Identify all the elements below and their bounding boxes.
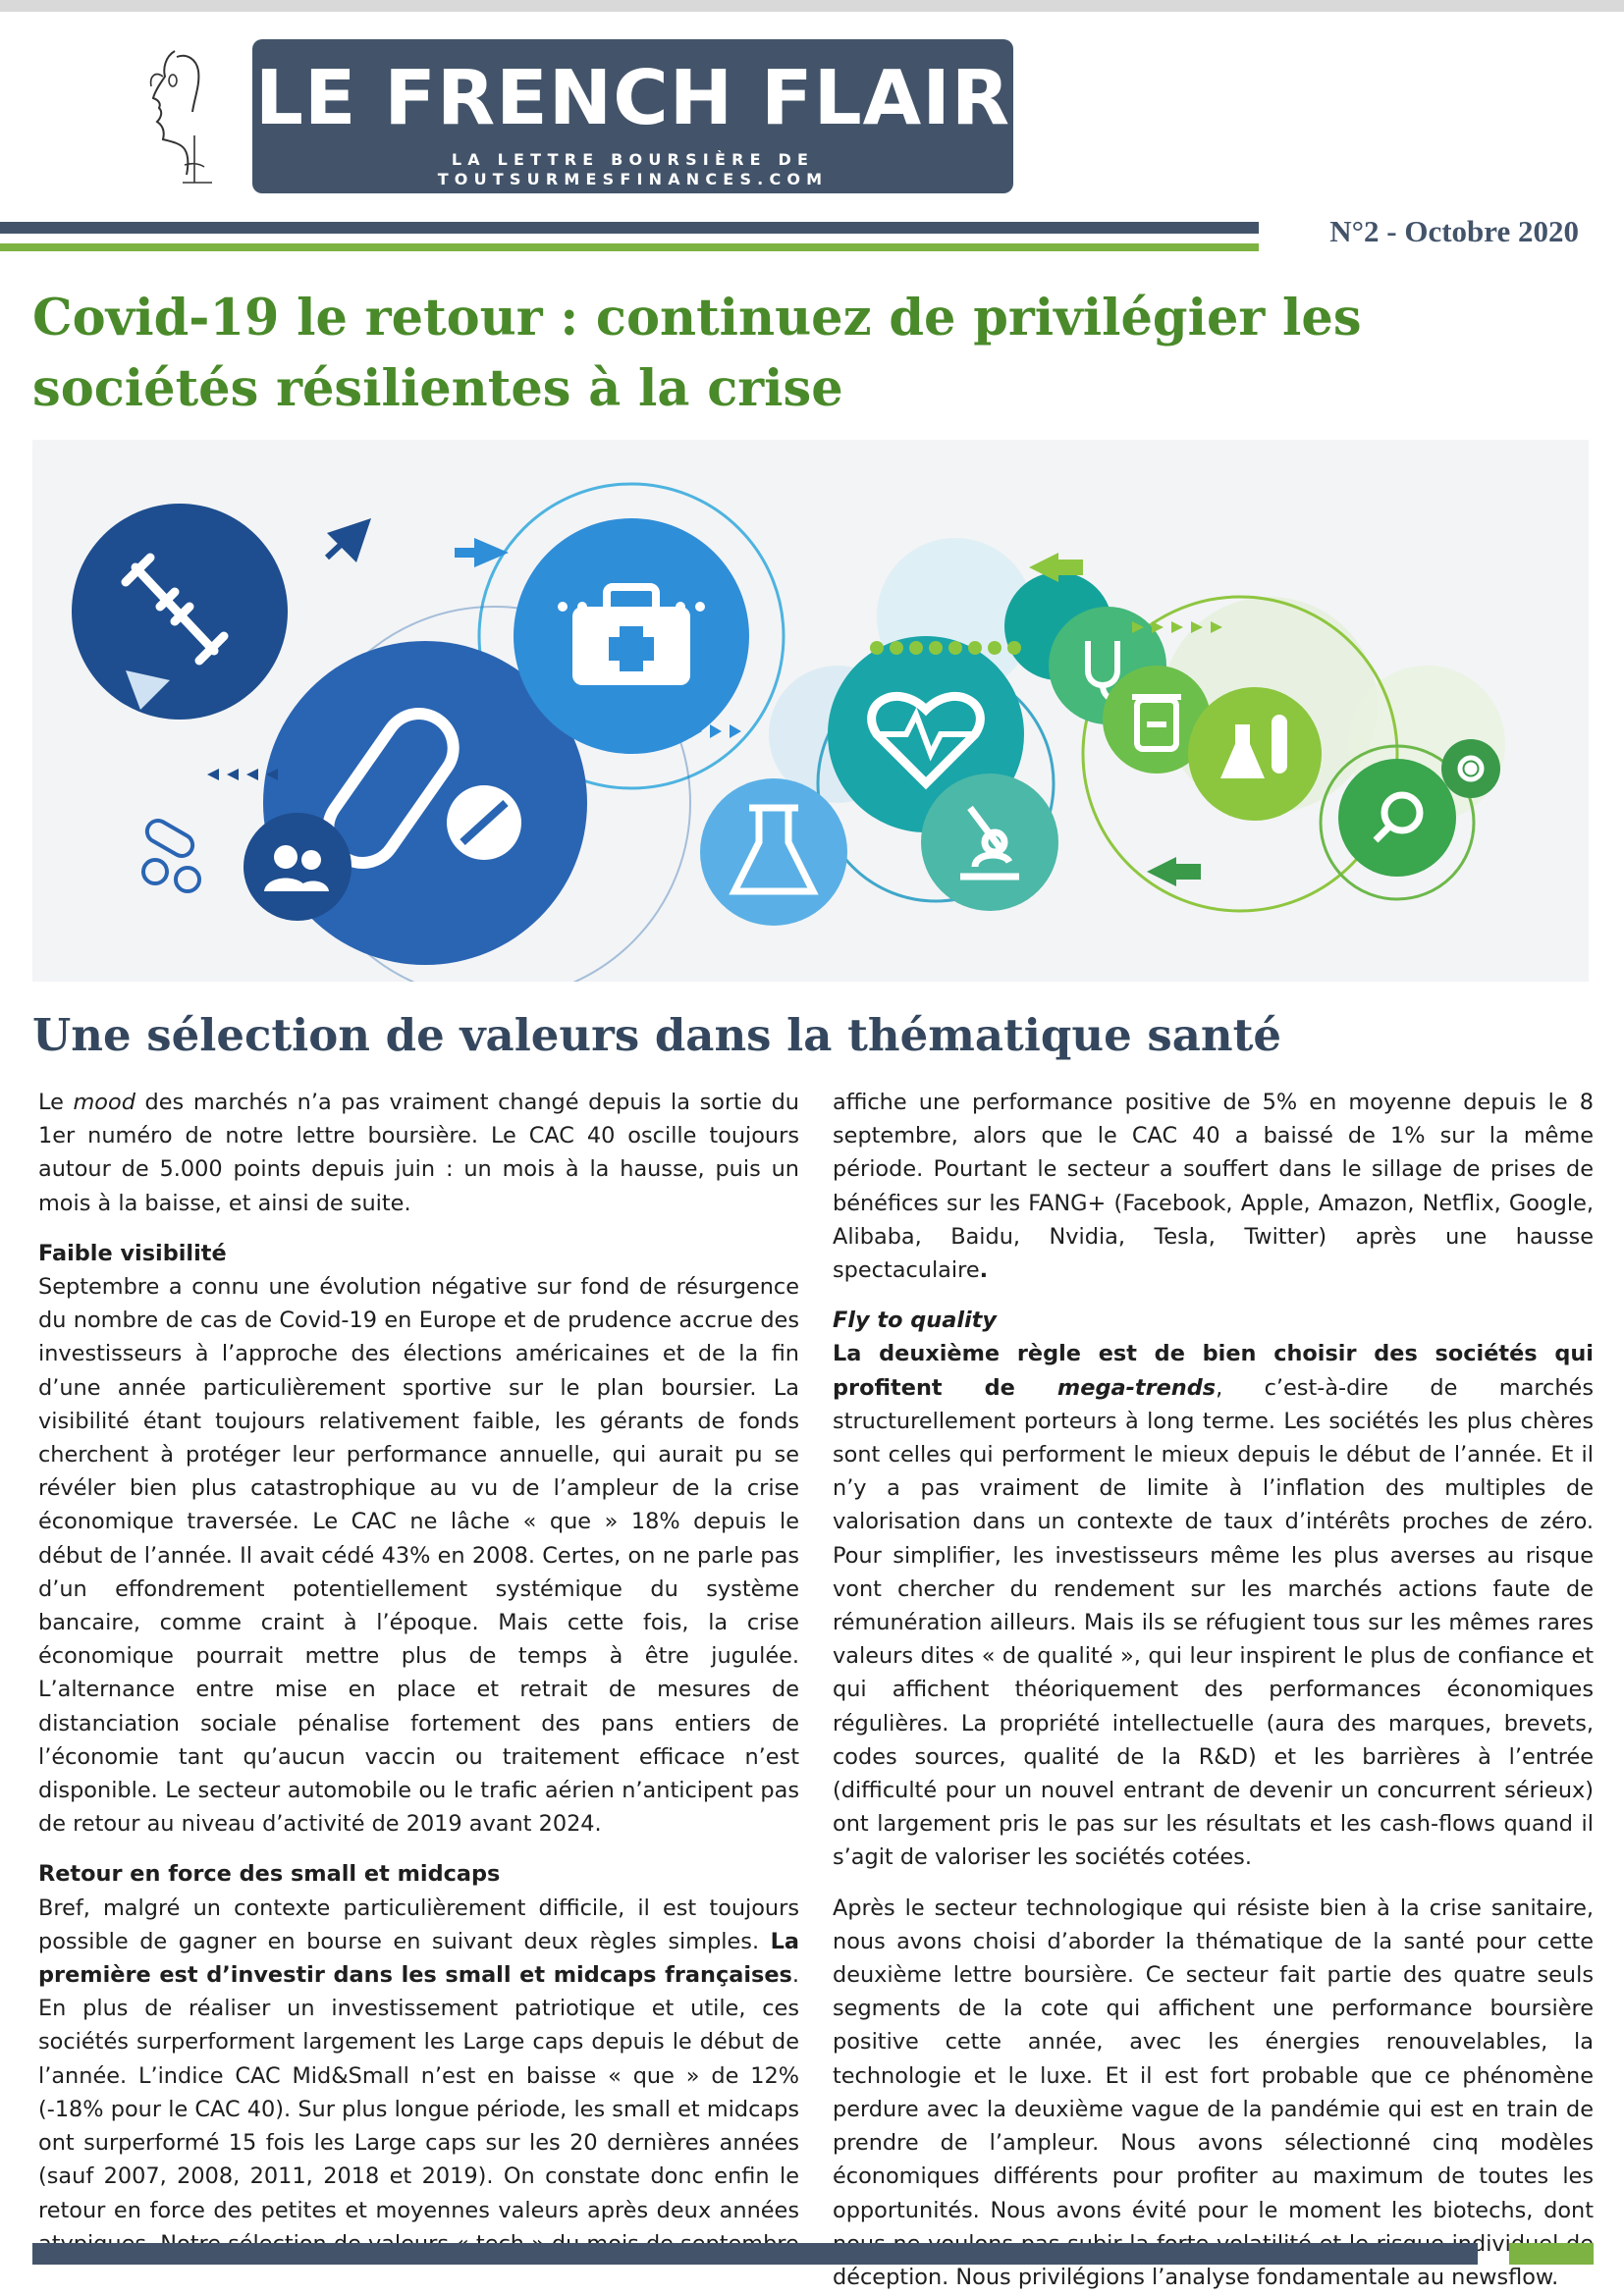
text-run: affiche une performance positive de 5% en moyenne depuis le 8 septembre, alors que le CAC 40 a baissé de 1% sur la même période. Pourtant le secteur a souffert dans le sillage de prises de bénéfices sur les FANG+ (Facebook, Apple, Amazon, Netflix, Google, Alibaba, Baidu, Nvidia, Tesla, Twitter) après une hausse spectaculaire <box>833 1090 1594 1284</box>
footer-rule-navy <box>32 2243 1478 2265</box>
subheading-small-midcaps: Retour en force des small et midcaps <box>38 1861 501 1888</box>
text-run-bold-italic: mega-trends <box>1056 1374 1217 1401</box>
pills-icon <box>143 817 199 891</box>
text-run: , c’est-à-dire de marchés structurellement porteurs à long terme. Les sociétés les plus chères sont celles qui performent le mieux depuis le début de l’année. Et il n’y a pas vraiment de limite à l’inflation des multiples de valorisation dans un contexte de taux d’intérêts proches de zéro. Pour simplifier, les investisseurs même les plus averses au risque vont chercher du rendement sur les marchés actions faute de rémunération ailleurs. Mais ils se réfugient tous sur les mêmes rares valeurs dites « de qualité », qui leur inspirent le plus de confiance et qui affichent théoriquement des performances économiques régulières. La propriété intellectuelle (aura des marques, brevets, codes sources, qualité de la R&D) et les barrières à l’entrée (difficulté pour un nouvel entrant de devenir un concurrent sérieux) ont largement pris le pas sur les résultats et les cash-flows quand il s’agit de valoriser les sociétés cotées. <box>833 1374 1594 1871</box>
subheading-fly-to-quality: Fly to quality <box>833 1308 997 1334</box>
footer-rule-green <box>1509 2243 1594 2265</box>
text-run-bold: . <box>979 1257 989 1284</box>
article-column-left <box>38 1086 799 2261</box>
text-run: Bref, malgré un contexte particulièrement difficile, il est toujours possible de gagner en bourse en suivant deux règles simples. <box>38 1895 799 1954</box>
paragraph-continuation <box>833 1086 1594 1287</box>
masthead-title: LE FRENCH FLAIR <box>254 55 1011 142</box>
issue-number: N°2 - Octobre 2020 <box>1329 214 1579 248</box>
paragraph-visibilite: Septembre a connu une évolution négative sur fond de résurgence du nombre de cas de Covid-19 en Europe et de prudence accrue des investisseurs à l’approche des élections américaines et de la fin d’une année particulièrement sportive sur le plan boursier. La visibilité étant toujours relativement faible, les gérants de fonds cherchent à protéger leur performance annuelle, qui aurait pu se révéler bien plus catastrophique au vu de l’ampleur de la crise économique traversée. Le CAC ne lâche « que » 18% depuis le début de l’année. Il avait cédé 43% en 2008. Certes, on ne parle pas d’un effondrement potentiellement systémique du système bancaire, comme craint à l’époque. Mais cette fois, la crise économique pourrait mettre plus de temps à être jugulée. L’alternance entre mise en place et retrait de mesures de distanciation sociale pénalise fortement des pans entiers de l’économie tant qu’aucun vaccin ou traitement efficace n’est disponible. Le secteur automobile ou le trafic aérien n’anticipent pas de retour au niveau d’activité de 2019 avant 2024. <box>38 1274 799 1838</box>
paragraph-sante: Après le secteur technologique qui résiste bien à la crise sanitaire, nous avons choisi d’aborder la thématique de la santé pour cette deuxième lettre boursière. Ce secteur fait partie des quatre seuls segments de la cote qui affichent une performance boursière positive cette année, avec les énergies renouvelables, la technologie et le luxe. Et il est fort probable que ce phénomène perdure avec la deuxième vague de la pandémie qui est en train de prendre de l’ampleur. Nous avons sélectionné cinq modèles économiques différents pour profiter au maximum de toutes les opportunités. Nous avons évité pour le moment les biotechs, dont individuel déception. Nous privilégions l’analyse fondamentale au newsflow. <box>833 1895 1594 2290</box>
text-run: . En plus de réaliser un investissement patriotique et utile, ces sociétés surperforment largement les Large caps depuis le début de l’année. L’indice CAC Mid&Small n’est en baisse « que » de 12% (-18% pour le CAC 40). Sur plus longue période, les small et midcaps ont surperformé 15 fois les Large caps sur les 20 dernières années (sauf 2007, 2008, 2011, 2018 et 2019). On constate donc enfin le retour en force des petites et moyennes valeurs après deux années <box>38 1962 799 2223</box>
text-run: Le <box>38 1090 74 1115</box>
text-run-bold: La deuxième règle est de bien choisir des sociétés qui profitent de <box>833 1341 1594 1401</box>
health-banner-illustration <box>32 440 1589 982</box>
masthead-subtitle: LA LETTRE BOURSIÈRE DE TOUTSURMESFINANCES.COM <box>437 150 829 188</box>
text-run-italic: mood <box>73 1090 135 1115</box>
paragraph-fly-to-quality <box>833 1337 1594 1874</box>
section-title: Une sélection de valeurs dans la thématique santé <box>32 1009 1281 1061</box>
headline: Covid-19 le retour : continuez de privilégier les sociétés résilientes à la crise <box>32 289 1362 418</box>
intro-paragraph <box>38 1086 799 1220</box>
header-rule-navy <box>0 222 1259 234</box>
top-rule <box>0 0 1624 12</box>
masthead-logo <box>252 39 1013 193</box>
subheading-visibilite: Faible visibilité <box>38 1240 227 1266</box>
article-column-right <box>833 1086 1594 2294</box>
header-rule-green <box>0 243 1259 251</box>
paragraph-small-midcaps <box>38 1892 799 2261</box>
profile-sketch-icon <box>135 47 220 187</box>
text-run-bold: La première est d’investir dans les small et midcaps françaises <box>38 1928 799 1989</box>
text-run: des marchés n’a pas vraiment changé depuis la sortie du 1er numéro de notre lettre boursière. Le CAC 40 oscille toujours autour de 5.000 points depuis juin : un mois à la hausse, puis un mois à la baisse, et ainsi de suite. <box>38 1090 799 1216</box>
